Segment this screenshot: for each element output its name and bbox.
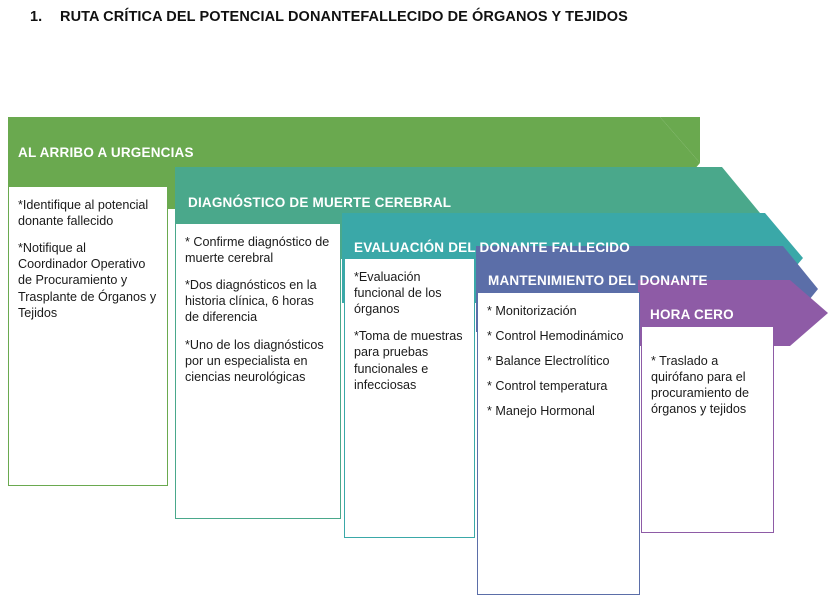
box-item: * Balance Electrolítico [487, 354, 610, 369]
banner-evaluacion: EVALUACIÓN DEL DONANTE FALLECIDO [354, 240, 630, 255]
box-item: * Manejo Hormonal [487, 404, 595, 419]
box-item: *Evaluación funcional de los órganos [354, 270, 442, 317]
page-title [30, 9, 628, 25]
box-item: * Confirme diagnóstico de muerte cerebral [185, 235, 330, 266]
content-box-urgencias [8, 186, 168, 486]
box-item: *Toma de muestras para pruebas funcionales e infecciosas [354, 329, 463, 392]
page-title-number: 1. [30, 9, 43, 25]
banner-hora-cero: HORA CERO [650, 307, 734, 322]
content-box-diagnostico [175, 223, 341, 519]
content-box-mantenimiento [477, 292, 640, 595]
box-item: * Traslado a quirófano para el procuramiento de órganos y tejidos [651, 354, 750, 417]
box-item: *Identifique al potencial donante fallecido [18, 198, 149, 229]
critical-path-diagram [0, 100, 836, 533]
content-box-hora-cero [641, 326, 774, 533]
box-item: * Control temperatura [487, 379, 608, 394]
box-item: * Control Hemodinámico [487, 329, 624, 344]
banner-mantenimiento: MANTENIMIENTO DEL DONANTE [488, 273, 708, 288]
box-item: * Monitorización [487, 304, 577, 318]
box-item: *Dos diagnósticos en la historia clínica, 6 horas de diferencia [185, 278, 317, 325]
box-item: *Notifique al Coordinador Operativo de Procuramiento y Trasplante de Órganos y Tejidos [18, 241, 157, 320]
box-item: *Uno de los diagnósticos por un especialista en ciencias neurológicas [185, 337, 324, 384]
banner-urgencias: AL ARRIBO A URGENCIAS [18, 145, 194, 160]
banner-diagnostico: DIAGNÓSTICO DE MUERTE CEREBRAL [188, 195, 452, 210]
page-title-text: RUTA CRÍTICA DEL POTENCIAL DONANTEFALLECIDO DE ÓRGANOS Y TEJIDOS [60, 9, 628, 25]
content-box-evaluacion [344, 258, 475, 538]
